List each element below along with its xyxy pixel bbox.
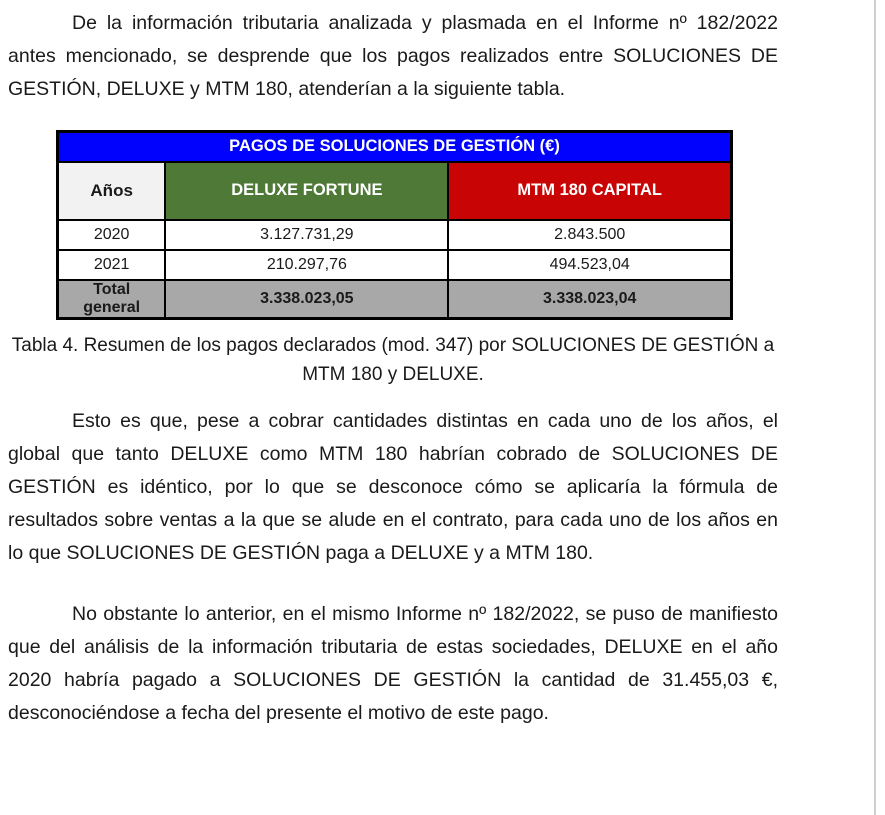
deluxe-amount-cell: 210.297,76 bbox=[165, 250, 448, 280]
column-header-deluxe-fortune: DELUXE FORTUNE bbox=[165, 162, 448, 220]
deluxe-amount-cell: 3.127.731,29 bbox=[165, 220, 448, 250]
total-label-cell: Total general bbox=[58, 280, 166, 319]
document-content bbox=[8, 0, 778, 730]
year-cell: 2020 bbox=[58, 220, 166, 250]
year-cell: 2021 bbox=[58, 250, 166, 280]
total-deluxe-cell: 3.338.023,05 bbox=[165, 280, 448, 319]
paragraph-analysis: Esto es que, pese a cobrar cantidades distintas en cada uno de los años, el global que tanto DELUXE como MTM 180 habrían cobrado de SOLUCIONES DE GESTIÓN es idéntico, por lo que se desconoce cómo se aplicaría la fórmula de resultados sobre ventas a la que se alude en el contrato, para cada uno de los años en lo que SOLUCIONES DE GESTIÓN paga a DELUXE y a MTM 180. bbox=[8, 409, 778, 564]
column-header-mtm-180-capital: MTM 180 CAPITAL bbox=[448, 162, 731, 220]
table-title: PAGOS DE SOLUCIONES DE GESTIÓN (€) bbox=[58, 132, 732, 162]
table-row-2021 bbox=[58, 250, 732, 280]
table-header-row bbox=[58, 162, 732, 220]
table-row-2020 bbox=[58, 220, 732, 250]
mtm-amount-cell: 494.523,04 bbox=[448, 250, 731, 280]
table-total-row bbox=[58, 280, 732, 319]
mtm-amount-cell: 2.843.500 bbox=[448, 220, 731, 250]
paragraph-intro: De la información tributaria analizada y plasmada en el Informe nº 182/2022 antes mencionado, se desprende que los pagos realizados entre SOLUCIONES DE GESTIÓN, DELUXE y MTM 180, atenderían a la siguiente tabla. bbox=[8, 12, 778, 100]
column-header-years: Años bbox=[58, 162, 166, 220]
table-title-row bbox=[58, 132, 732, 162]
payments-table bbox=[56, 130, 733, 320]
table-caption: Tabla 4. Resumen de los pagos declarados (mod. 347) por SOLUCIONES DE GESTIÓN a MTM 180 y DELUXE. bbox=[11, 334, 775, 385]
page-edge-line bbox=[874, 0, 876, 815]
total-mtm-cell: 3.338.023,04 bbox=[448, 280, 731, 319]
paragraph-conclusion: No obstante lo anterior, en el mismo Informe nº 182/2022, se puso de manifiesto que del análisis de la información tributaria de estas sociedades, DELUXE en el año 2020 habría pagado a SOLUCIONES DE GESTIÓN la cantidad de 31.455,03 €, desconociéndose a fecha del presente el motivo de este pago. bbox=[8, 602, 778, 724]
